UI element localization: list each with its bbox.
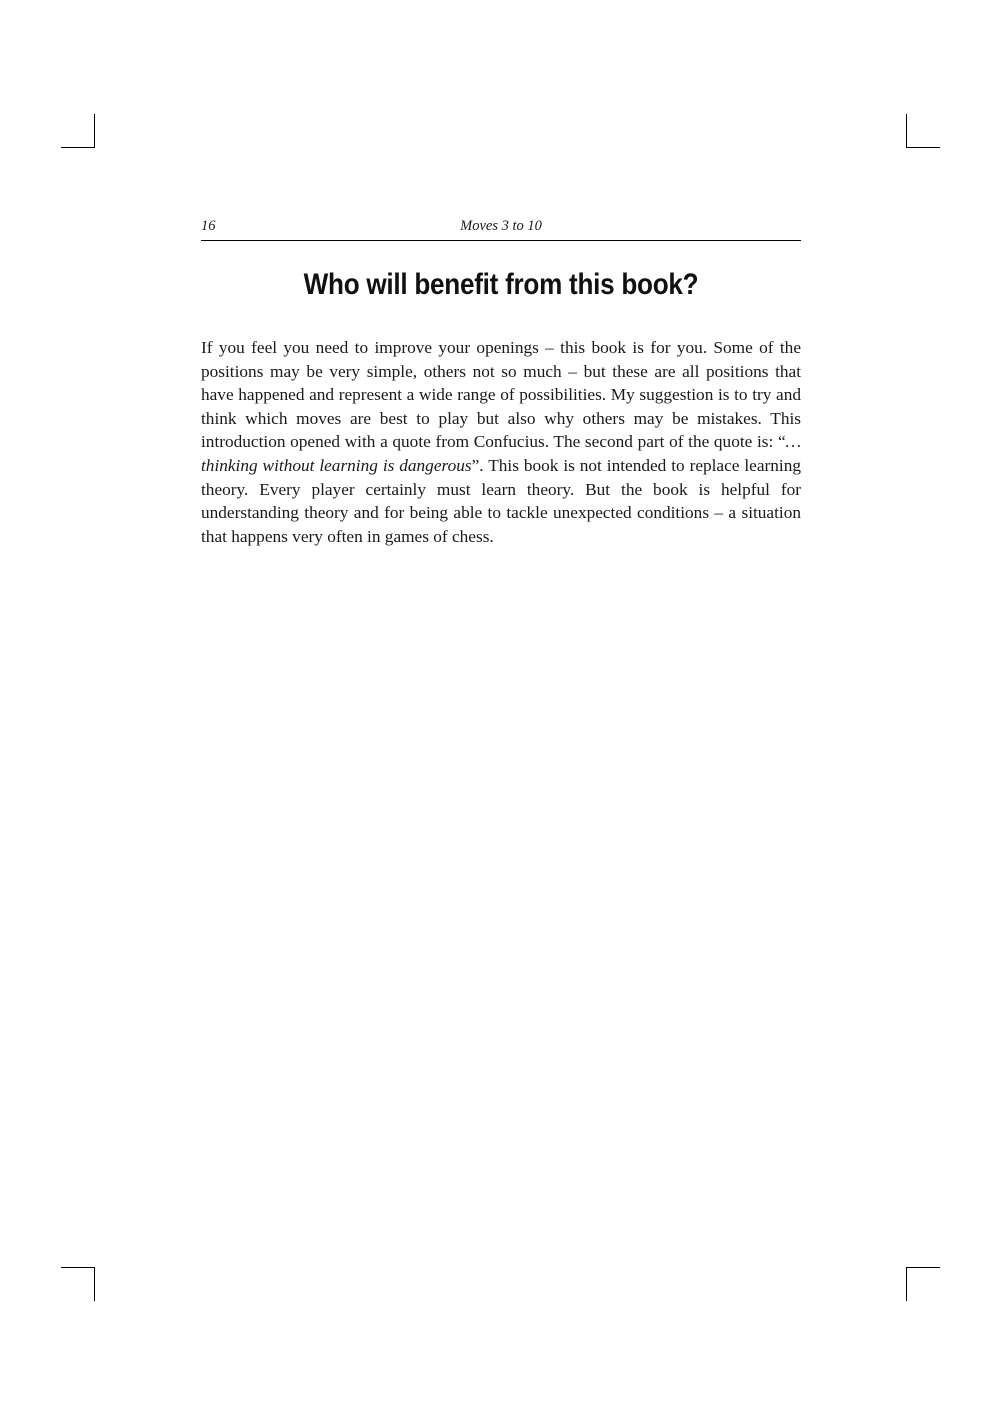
crop-mark-top-left-vertical: [94, 114, 95, 148]
crop-mark-bottom-right-horizontal: [906, 1267, 940, 1268]
section-heading: Who will benefit from this book?: [303, 268, 699, 301]
paragraph-text-after-quote: ”. This book is not intended to replace learning theory. Every player certainly must learn theory. But the book is helpful for understanding theory and for being able to tackle unexpected conditions – a situation that happens very often in games of chess.: [201, 455, 801, 546]
running-head: [201, 218, 801, 241]
body-paragraph: [201, 336, 801, 548]
crop-mark-top-left-horizontal: [61, 147, 95, 148]
crop-mark-bottom-left-horizontal: [61, 1267, 95, 1268]
crop-mark-top-right-vertical: [906, 114, 907, 148]
crop-mark-top-right-horizontal: [906, 147, 940, 148]
confucius-quote: …thinking without learning is dangerous: [201, 432, 801, 475]
crop-mark-bottom-right-vertical: [906, 1267, 907, 1301]
running-title: Moves 3 to 10: [460, 218, 542, 234]
crop-mark-bottom-left-vertical: [94, 1267, 95, 1301]
page-number: 16: [201, 218, 216, 234]
paragraph-text-before-quote: If you feel you need to improve your openings – this book is for you. Some of the positions may be very simple, others not so much – but these are all positions that have happened and represent a wide range of possibilities. My suggestion is to try and think which moves are best to play but also why others may be mistakes. This introduction opened with a quote from Confucius. The second part of the quote is: “: [201, 338, 801, 452]
